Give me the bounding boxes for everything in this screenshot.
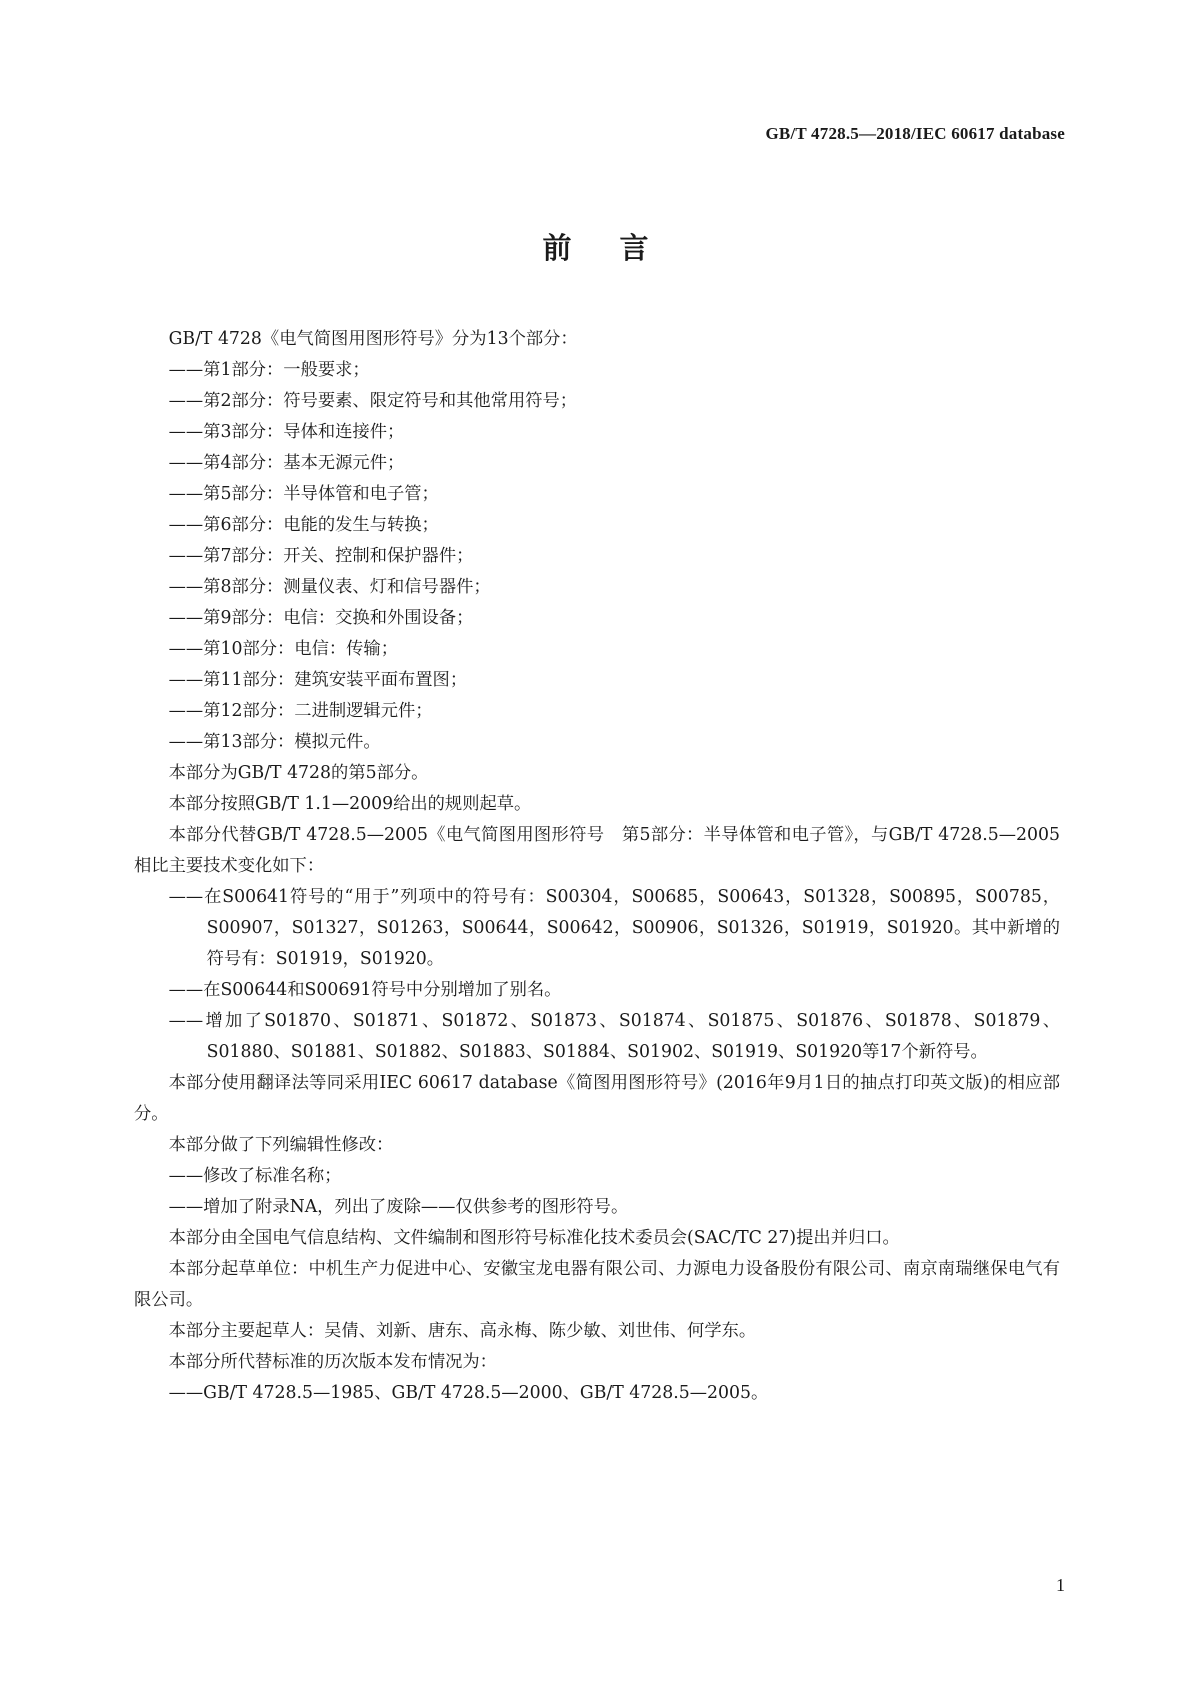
list-item: ——第5部分：半导体管和电子管； (168, 484, 439, 504)
list-item: ——第1部分：一般要求； (168, 360, 370, 380)
list-item: ——第8部分：测量仪表、灯和信号器件； (168, 577, 491, 597)
list-item: ——第12部分：二进制逻辑元件； (168, 701, 433, 721)
list-item: ——增加了附录NA，列出了废除——仅供参考的图形符号。 (168, 1197, 629, 1217)
list-item: ——第3部分：导体和连接件； (168, 422, 405, 442)
list-item: ——第13部分：模拟元件。 (168, 732, 381, 752)
list-item: ——第11部分：建筑安装平面布置图； (168, 670, 468, 690)
list-item: ——GB/T 4728.5—1985、GB/T 4728.5—2000、GB/T 4728.5—2005。 (168, 1383, 769, 1403)
paragraph: 本部分使用翻译法等同采用IEC 60617 database《简图用图形符号》(2016年9月1日的抽点打印英文版)的相应部分。 (134, 1073, 1060, 1124)
paragraph: GB/T 4728《电气简图用图形符号》分为13个部分： (168, 329, 578, 349)
list-item: ——第2部分：符号要素、限定符号和其他常用符号； (168, 391, 578, 411)
list-item: ——在S00644和S00691符号中分别增加了别名。 (168, 980, 562, 1000)
list-item: ——第9部分：电信：交换和外围设备； (168, 608, 474, 628)
paragraph: 本部分做了下列编辑性修改： (168, 1135, 394, 1155)
paragraph: 本部分起草单位：中机生产力促进中心、安徽宝龙电器有限公司、力源电力设备股份有限公司、南京南瑞继保电气有限公司。 (134, 1259, 1060, 1310)
paragraph: 本部分代替GB/T 4728.5—2005《电气简图用图形符号 第5部分：半导体管和电子管》，与GB/T 4728.5—2005相比主要技术变化如下： (134, 825, 1060, 876)
list-item: ——第7部分：开关、控制和保护器件； (168, 546, 474, 566)
document-code: GB/T 4728.5—2018/IEC 60617 database (765, 124, 1065, 143)
paragraph: 本部分为GB/T 4728的第5部分。 (168, 763, 429, 783)
list-item: ——在S00641符号的“用于”列项中的符号有：S00304，S00685，S00643，S01328，S00895，S00785，S00907，S01327，S01263，S00644，S00642，S00906，S01326，S01919，S01920。其中新增的符号有：S01919，S01920。 (168, 887, 1060, 969)
list-item: ——第4部分：基本无源元件； (168, 453, 405, 473)
document-body (134, 324, 1060, 1409)
page-number: 1 (1056, 1575, 1065, 1595)
paragraph: 本部分所代替标准的历次版本发布情况为： (168, 1352, 497, 1372)
list-item: ——修改了标准名称； (168, 1166, 342, 1186)
list-item: ——第10部分：电信：传输； (168, 639, 398, 659)
list-item: ——增加了S01870、S01871、S01872、S01873、S01874、S01875、S01876、S01878、S01879、S01880、S01881、S01882、S01883、S01884、S01902、S01919、S01920等17个新符号。 (168, 1011, 1060, 1062)
paragraph: 本部分由全国电气信息结构、文件编制和图形符号标准化技术委员会(SAC/TC 27)提出并归口。 (168, 1228, 900, 1248)
paragraph: 本部分按照GB/T 1.1—2009给出的规则起草。 (168, 794, 532, 814)
list-item: ——第6部分：电能的发生与转换； (168, 515, 439, 535)
page-title: 前言 (542, 231, 697, 265)
paragraph: 本部分主要起草人：吴倩、刘新、唐东、高永梅、陈少敏、刘世伟、何学东。 (168, 1321, 757, 1341)
